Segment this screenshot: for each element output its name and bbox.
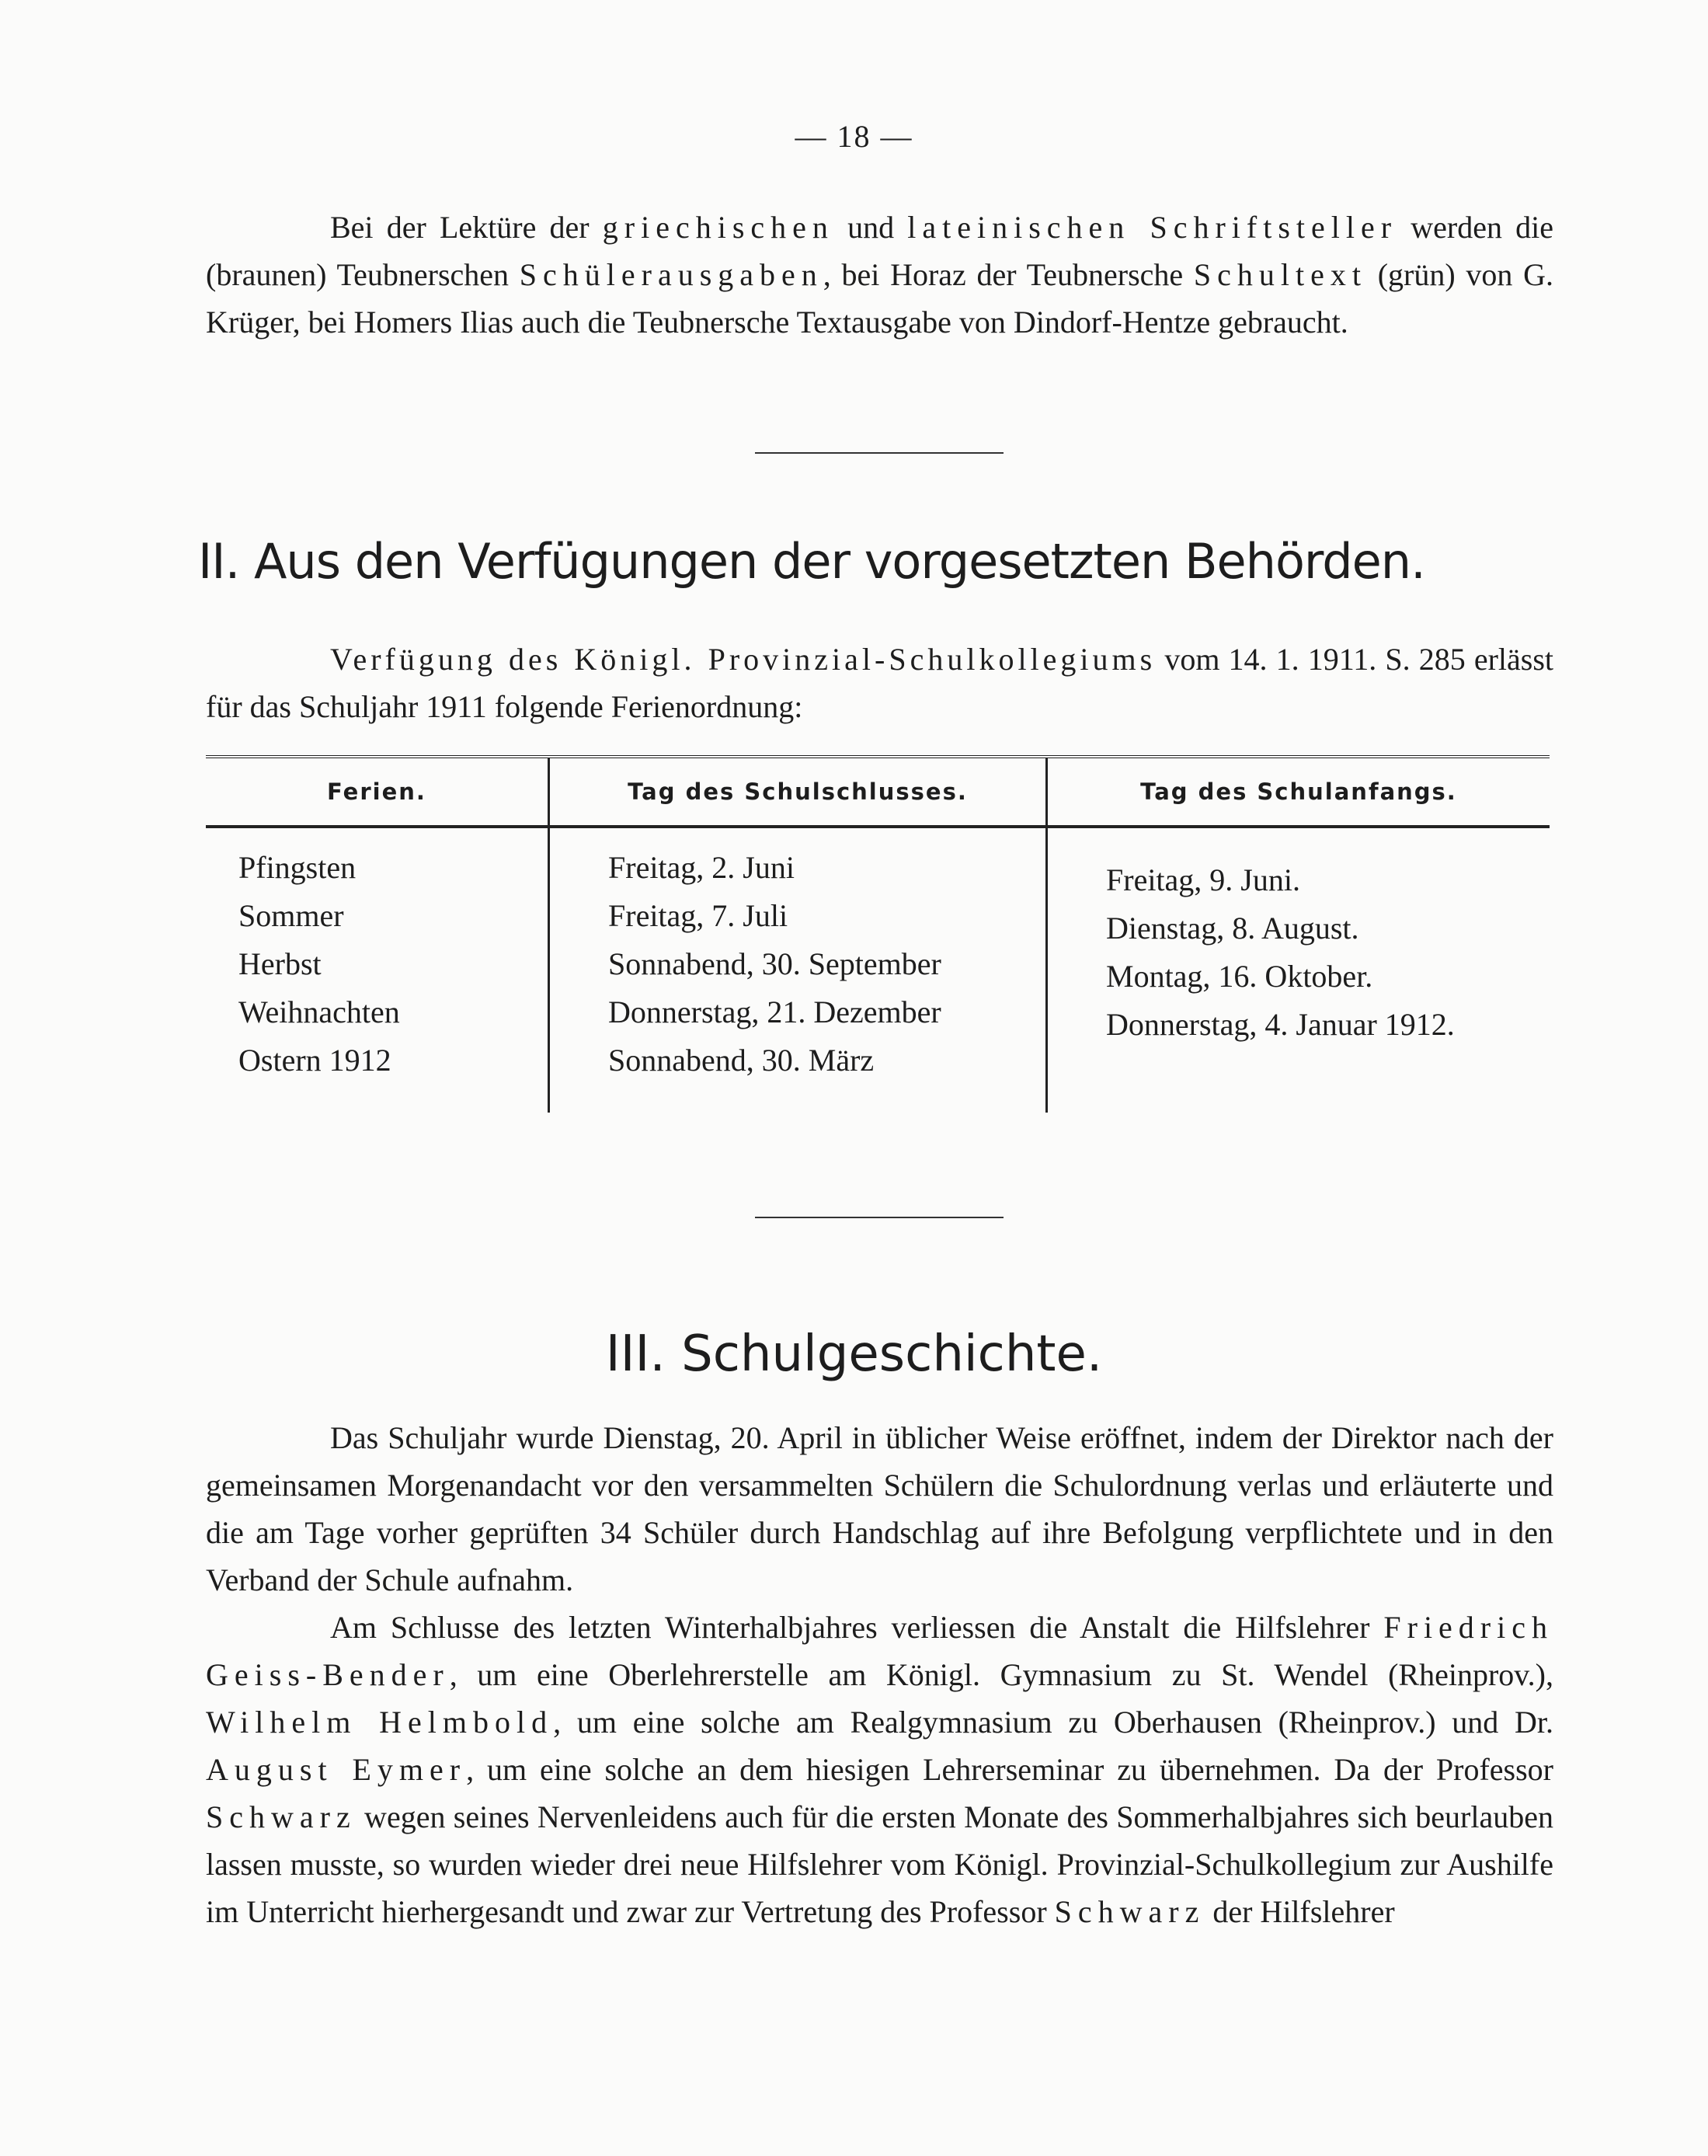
table-cell: Freitag, 9. Juni. [1106,862,1300,897]
schulschluss-column [549,827,1047,1113]
spaced-text-run: Schwarz [206,1799,357,1834]
spaced-text-run: Friedrich Geiss-Bender [206,1610,1553,1692]
intro-paragraph-block [206,204,1553,346]
table-cell: Donnerstag, 4. Januar 1912. [1106,1007,1455,1042]
schulanfang-column [1047,827,1550,1113]
text-run: wegen seines Nervenleidens auch für die ersten Monate des Sommerhalbjahres sich beurlauben lassen musste, so wurden wieder drei neue Hilfslehrer vom Königl. Provinzial-Schulkollegium zur Aushilfe im Unterricht hierhergesandt und zwar zur Vertretung des Professor [206,1799,1553,1929]
spaced-text-run: Schülerausgaben [519,257,823,292]
text-run: und [833,210,908,245]
text-run: , um eine solche am Realgymnasium zu Oberhausen (Rheinprov.) und Dr. [553,1705,1554,1740]
table-cell: Pfingsten [238,850,357,885]
section2-heading: II. Aus den Verfügungen der vorgesetzten Behörden. [198,533,1425,590]
table-cell: Freitag, 7. Juli [608,898,788,933]
table-header-row [206,757,1550,827]
table-cell: Sonnabend, 30. September [608,946,941,981]
section3-body [206,1414,1553,1935]
text-run: der Hilfslehrer [1205,1894,1395,1929]
table-cell: Sonnabend, 30. März [608,1043,875,1078]
table-cell: Sommer [238,898,344,933]
table-cell: Weihnachten [238,994,400,1029]
text-run: , um eine solche an dem hiesigen Lehrerseminar zu übernehmen. Da der Professor [466,1752,1553,1787]
spaced-text-run: August Eymer [206,1752,467,1787]
section3-heading: III. Schulgeschichte. [605,1325,1103,1383]
holiday-table [206,755,1550,1113]
spaced-text-run: griechischen [602,210,834,245]
table-header-schulschluss: Tag des Schulschlusses. [549,757,1047,827]
spaced-text-run: Schwarz [1054,1894,1205,1929]
page-number: — 18 — [795,119,913,154]
text-run: vom 14. 1. 1911. S. 285 erlässt für das Schuljahr 1911 folgende Ferienordnung: [206,642,1554,724]
section3-paragraph-1: Das Schuljahr wurde Dienstag, 20. April in üblicher Weise eröffnet, indem der Direktor nach der gemeinsamen Morgenandacht vor den versammelten Schülern die Schulordnung verlas und erläuterte und die am Tage vorher geprüften 34 Schüler durch Handschlag auf ihre Befolgung verpflichtete und in den Verband der Schule aufnahm. [206,1420,1553,1597]
intro-paragraph [206,204,1553,346]
table-cell: Donnerstag, 21. Dezember [608,994,941,1029]
text-run: (grün) von G. Krüger, bei Homers Ilias auch die Teubnersche Textausgabe von Dindorf-Hentze gebraucht. [206,257,1553,340]
text-run: Bei der Lektüre der [330,210,603,245]
spaced-text-run: Verfügung des Königl. Provinzial-Schulkollegiums [330,642,1157,677]
spaced-text-run: Schultext [1193,257,1367,292]
table-header-schulanfang: Tag des Schulanfangs. [1140,778,1457,805]
text-run: , um eine Oberlehrerstelle am Königl. Gymnasium zu St. Wendel (Rheinprov.), [449,1657,1553,1692]
table-header-ferien: Ferien. [206,757,549,827]
spaced-text-run: Wilhelm Helmbold [206,1705,554,1740]
table-cell: Freitag, 2. Juni [608,850,795,885]
ferien-column [206,827,549,1113]
text-run: , bei Horaz der Teubnersche [823,257,1194,292]
section2-intro-paragraph [206,636,1553,730]
section2-intro-block [206,636,1553,730]
table-cell: Montag, 16. Oktober. [1106,959,1373,994]
table-cell: Ostern 1912 [238,1043,391,1078]
table-cell: Dienstag, 8. August. [1106,911,1359,946]
table-cell: Herbst [238,946,322,981]
section-divider [755,1217,1004,1218]
text-run: Am Schlusse des letzten Winterhalbjahres verliessen die Anstalt die Hilfslehrer [330,1610,1384,1645]
section-divider [755,452,1004,454]
section3-paragraph-2 [206,1604,1553,1935]
table-row [206,827,1550,1113]
spaced-text-run: lateinischen Schriftsteller [907,210,1398,245]
text-run: werden die (braunen) Teubnerschen [206,210,1553,292]
